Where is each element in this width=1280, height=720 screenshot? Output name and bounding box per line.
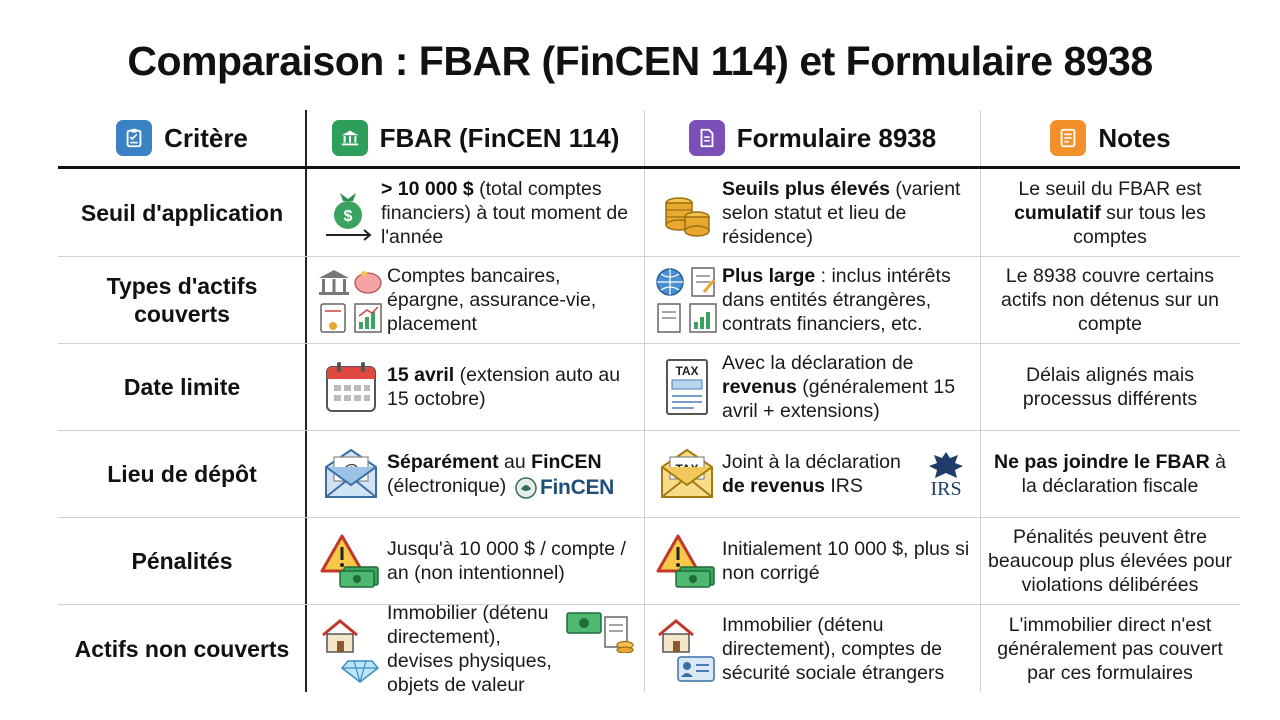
criteria-uncovered-assets: Actifs non couverts — [74, 636, 290, 662]
fbar-filing-place-rest: (électronique) — [387, 475, 507, 497]
form8938-filing-place-pre: Joint à la déclaration — [722, 451, 901, 473]
criteria-filing-place: Lieu de dépôt — [107, 461, 257, 487]
money-bag-arrow-icon — [315, 183, 381, 243]
warning-cash-icon — [652, 533, 722, 589]
form8938-asset-types-cell — [652, 257, 977, 343]
tax-form-icon-label: TAX — [675, 364, 699, 378]
header-notes-label: Notes — [1098, 122, 1171, 153]
fbar-deadline-rest: (extension auto au 15 octobre) — [387, 364, 621, 410]
bank-piggy-chart-icon — [315, 264, 387, 336]
header-fbar — [307, 112, 644, 164]
form8938-threshold-cell — [652, 169, 977, 256]
irs-logo — [926, 450, 966, 498]
form8938-penalties-text: Initialement 10 000 $, plus si non corrigé — [722, 538, 970, 584]
fbar-penalties-cell — [315, 518, 640, 604]
notes-penalties: Pénalités peuvent être beaucoup plus élevées pour violations délibérées — [988, 526, 1232, 596]
notes-threshold — [985, 169, 1235, 256]
bank-icon — [332, 120, 368, 156]
fbar-threshold-bold: > 10 000 $ — [381, 177, 474, 200]
house-id-card-icon — [652, 615, 722, 683]
house-diamond-icon — [315, 615, 387, 683]
header-notes — [981, 112, 1240, 164]
header-form8938-label: Formulaire 8938 — [736, 122, 937, 153]
tax-form-icon — [652, 357, 722, 417]
form8938-threshold-rest: (varient selon statut et lieu de résidence) — [722, 177, 961, 248]
form8938-filing-place-text — [722, 450, 922, 498]
form8938-deadline-rest: (généralement 15 avril + extensions) — [722, 376, 956, 422]
fbar-threshold-cell — [315, 169, 640, 256]
form8938-threshold-text — [722, 177, 977, 249]
coin-stack-icon — [652, 185, 722, 241]
form8938-deadline-cell — [652, 344, 977, 430]
warning-cash-icon — [315, 533, 387, 589]
notes-threshold-post: sur tous les comptes — [1073, 201, 1206, 248]
form8938-deadline-pre: Avec la déclaration de — [722, 352, 914, 374]
header-form8938 — [645, 112, 980, 164]
fbar-uncovered-assets-cell — [315, 602, 640, 696]
form8938-asset-types-text — [722, 264, 977, 336]
criteria-deadline: Date limite — [123, 374, 241, 400]
svg-text:$: $ — [343, 207, 353, 225]
page-title: Comparaison : FBAR (FinCEN 114) et Formulaire 8938 — [127, 38, 1153, 84]
fbar-filing-place-cell — [315, 431, 640, 517]
notes-uncovered-assets: L'immobilier direct n'est généralement pas couvert par ces formulaires — [997, 614, 1223, 684]
form8938-asset-types-rest: : inclus intérêts dans entités étrangères, contrats financiers, etc. — [722, 265, 951, 335]
header-criteria — [58, 112, 306, 164]
form8938-asset-types-bold: Plus large — [722, 265, 816, 287]
fbar-filing-place-bold: Séparément — [387, 451, 499, 473]
notes-asset-types: Le 8938 couvre certains actifs non détenus sur un compte — [1001, 265, 1219, 335]
header-criteria-label: Critère — [164, 122, 248, 153]
document-icon — [689, 120, 725, 156]
fincen-logo — [515, 476, 614, 500]
globe-documents-icon — [652, 264, 722, 336]
form8938-uncovered-assets-cell — [652, 605, 977, 693]
header-fbar-label: FBAR (FinCEN 114) — [379, 122, 620, 153]
fbar-filing-place-mid: au — [498, 451, 532, 473]
fbar-deadline-text — [387, 363, 640, 411]
fincen-seal-icon — [515, 477, 537, 499]
criteria-threshold: Seuil d'application — [80, 199, 284, 226]
fbar-deadline-cell — [315, 344, 640, 430]
irs-logo-text: IRS — [930, 478, 962, 500]
fbar-penalties-text: Jusqu'à 10 000 $ / compte / an (non intentionnel) — [387, 538, 626, 584]
fbar-deadline-bold: 15 avril — [387, 364, 455, 386]
cash-coins-document-icon — [565, 611, 637, 653]
form8938-penalties-cell — [652, 518, 977, 604]
form8938-filing-place-rest: IRS — [824, 475, 863, 497]
note-icon — [1050, 120, 1086, 156]
notes-threshold-bold: cumulatif — [1014, 201, 1101, 224]
form8938-deadline-text — [722, 351, 977, 423]
fbar-uncovered-assets-text: Immobilier (détenu directement), devises physiques, objets de valeur — [387, 602, 552, 696]
form8938-filing-place-cell — [652, 431, 977, 517]
fbar-filing-place-bold2: FinCEN — [531, 451, 602, 473]
criteria-penalties: Pénalités — [131, 548, 233, 574]
form8938-deadline-bold: revenus — [722, 376, 797, 398]
notes-filing-place-bold: Ne pas joindre le FBAR — [994, 451, 1210, 473]
notes-threshold-pre: Le seuil du FBAR est — [1018, 177, 1202, 200]
fbar-threshold-rest: (total comptes financiers) à tout moment de l'année — [381, 177, 629, 248]
clipboard-icon — [116, 120, 152, 156]
tax-envelope-icon — [652, 447, 722, 501]
notes-deadline: Délais alignés mais processus différents — [1022, 364, 1198, 410]
form8938-uncovered-assets-text: Immobilier (détenu directement), comptes de sécurité sociale étrangers — [722, 614, 945, 684]
irs-eagle-icon — [926, 450, 966, 480]
email-envelope-icon — [315, 447, 387, 501]
calendar-icon — [315, 359, 387, 415]
fbar-asset-types-cell — [315, 257, 640, 343]
notes-filing-place — [985, 431, 1235, 517]
fincen-logo-text: FinCEN — [540, 476, 615, 499]
notes-filing-place-post: à la déclaration fiscale — [1021, 451, 1226, 497]
fbar-asset-types-text: Comptes bancaires, épargne, assurance-vie, placement — [387, 265, 597, 335]
form8938-filing-place-bold: de revenus — [722, 475, 825, 497]
fbar-threshold-text — [381, 177, 640, 249]
criteria-asset-types: Types d'actifs couverts — [106, 273, 258, 327]
form8938-threshold-bold: Seuils plus élevés — [722, 177, 891, 200]
fbar-filing-place-text — [387, 450, 615, 499]
